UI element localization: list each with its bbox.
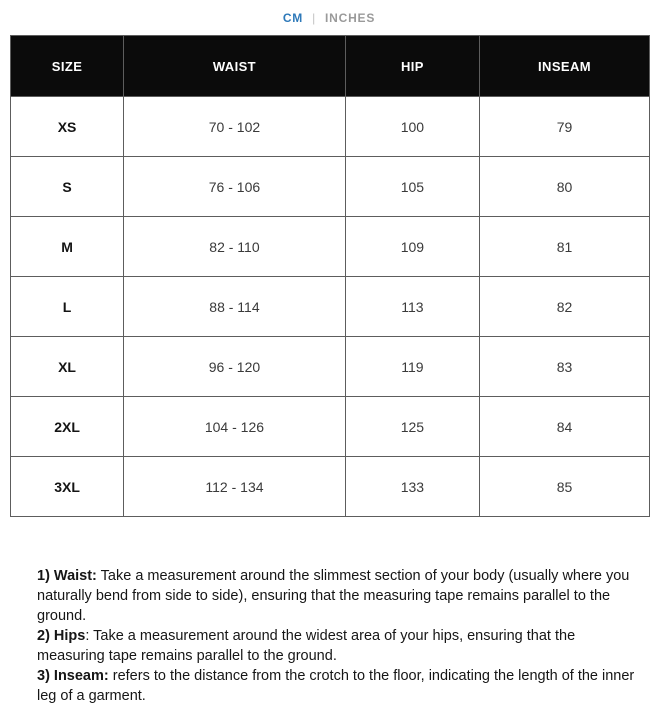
hip-cell: 109 bbox=[345, 217, 479, 277]
table-row-s bbox=[11, 157, 650, 217]
column-header-waist: WAIST bbox=[124, 36, 346, 97]
header-row bbox=[11, 36, 650, 97]
size-cell: XL bbox=[11, 337, 124, 397]
table-row-xs bbox=[11, 97, 650, 157]
size-cell: L bbox=[11, 277, 124, 337]
waist-cell: 82 - 110 bbox=[124, 217, 346, 277]
hip-cell: 133 bbox=[345, 457, 479, 517]
waist-cell: 96 - 120 bbox=[124, 337, 346, 397]
hip-cell: 113 bbox=[345, 277, 479, 337]
table-row-2xl bbox=[11, 397, 650, 457]
column-header-size: SIZE bbox=[11, 36, 124, 97]
size-cell: 3XL bbox=[11, 457, 124, 517]
note-hips-text: : Take a measurement around the widest area of your hips, ensuring that the measuring tape remains parallel to the ground. bbox=[37, 628, 576, 664]
note-waist bbox=[37, 566, 635, 626]
waist-cell: 88 - 114 bbox=[124, 277, 346, 337]
inseam-cell: 82 bbox=[480, 277, 650, 337]
table-row-3xl bbox=[11, 457, 650, 517]
size-cell: S bbox=[11, 157, 124, 217]
hip-cell: 125 bbox=[345, 397, 479, 457]
table-row-xl bbox=[11, 337, 650, 397]
note-waist-text: Take a measurement around the slimmest section of your body (usually where you naturally bend from side to side), ensuring that the measuring tape remains parallel to the ground. bbox=[37, 568, 630, 624]
size-cell: M bbox=[11, 217, 124, 277]
size-chart-table bbox=[10, 35, 650, 517]
measurement-notes bbox=[37, 566, 635, 705]
note-inseam-lead: 3) Inseam: bbox=[37, 668, 109, 684]
cm-toggle[interactable]: CM bbox=[282, 11, 304, 25]
column-header-inseam: INSEAM bbox=[480, 36, 650, 97]
waist-cell: 112 - 134 bbox=[124, 457, 346, 517]
hip-cell: 105 bbox=[345, 157, 479, 217]
toggle-separator: | bbox=[312, 11, 317, 25]
waist-cell: 104 - 126 bbox=[124, 397, 346, 457]
table-row-l bbox=[11, 277, 650, 337]
note-inseam bbox=[37, 666, 635, 705]
inseam-cell: 84 bbox=[480, 397, 650, 457]
inseam-cell: 79 bbox=[480, 97, 650, 157]
hip-cell: 100 bbox=[345, 97, 479, 157]
note-hips-lead: 2) Hips bbox=[37, 628, 86, 644]
inseam-cell: 81 bbox=[480, 217, 650, 277]
inches-toggle[interactable]: INCHES bbox=[325, 11, 376, 25]
note-hips bbox=[37, 626, 635, 666]
inseam-cell: 85 bbox=[480, 457, 650, 517]
waist-cell: 76 - 106 bbox=[124, 157, 346, 217]
table-row-m bbox=[11, 217, 650, 277]
note-waist-lead: 1) Waist: bbox=[37, 568, 97, 584]
hip-cell: 119 bbox=[345, 337, 479, 397]
waist-cell: 70 - 102 bbox=[124, 97, 346, 157]
size-cell: XS bbox=[11, 97, 124, 157]
unit-toggle bbox=[0, 0, 658, 25]
column-header-hip: HIP bbox=[345, 36, 479, 97]
note-inseam-text: refers to the distance from the crotch to the floor, indicating the length of the inner leg of a garment. bbox=[37, 668, 635, 704]
inseam-cell: 80 bbox=[480, 157, 650, 217]
size-cell: 2XL bbox=[11, 397, 124, 457]
inseam-cell: 83 bbox=[480, 337, 650, 397]
